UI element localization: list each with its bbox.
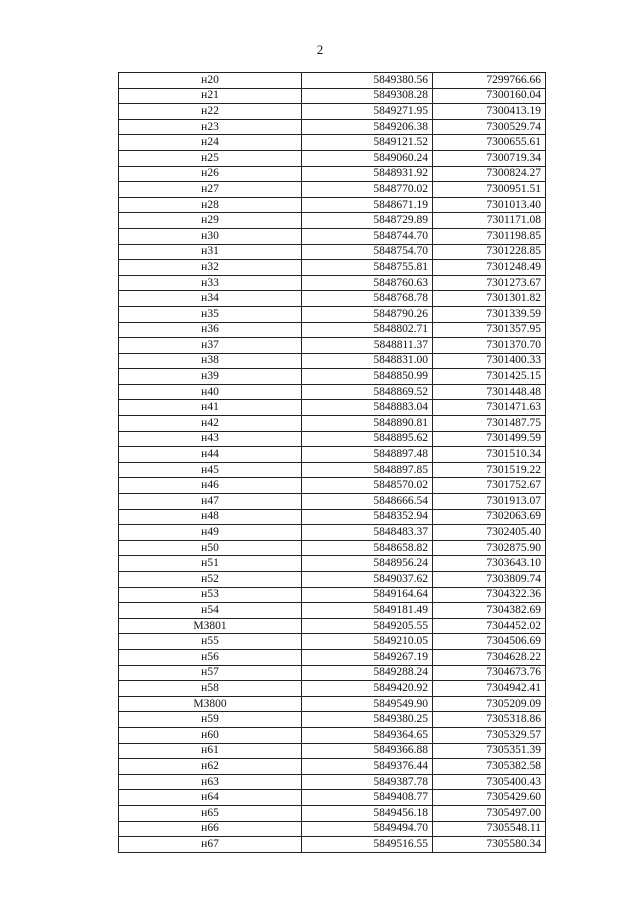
table-row <box>119 353 546 369</box>
table-row <box>119 821 546 837</box>
x-coordinate-cell: 5849408.77 <box>302 790 433 806</box>
y-coordinate-cell: 7303809.74 <box>433 572 546 588</box>
y-coordinate-cell: 7301448.48 <box>433 384 546 400</box>
x-coordinate-cell: 5848768.78 <box>302 291 433 307</box>
x-coordinate-cell: 5848754.70 <box>302 244 433 260</box>
x-coordinate-cell: 5849037.62 <box>302 572 433 588</box>
table-row <box>119 837 546 853</box>
point-name-cell: н65 <box>119 805 302 821</box>
x-coordinate-cell: 5848897.85 <box>302 462 433 478</box>
table-row <box>119 447 546 463</box>
y-coordinate-cell: 7301519.22 <box>433 462 546 478</box>
y-coordinate-cell: 7304673.76 <box>433 665 546 681</box>
y-coordinate-cell: 7304506.69 <box>433 634 546 650</box>
table-row <box>119 634 546 650</box>
table-row <box>119 369 546 385</box>
table-row <box>119 790 546 806</box>
point-name-cell: н41 <box>119 400 302 416</box>
table-row <box>119 416 546 432</box>
point-name-cell: н49 <box>119 525 302 541</box>
point-name-cell: н43 <box>119 431 302 447</box>
x-coordinate-cell: 5848352.94 <box>302 509 433 525</box>
point-name-cell: н57 <box>119 665 302 681</box>
point-name-cell: н58 <box>119 681 302 697</box>
x-coordinate-cell: 5849181.49 <box>302 603 433 619</box>
x-coordinate-cell: 5848850.99 <box>302 369 433 385</box>
y-coordinate-cell: 7304452.02 <box>433 618 546 634</box>
point-name-cell: н34 <box>119 291 302 307</box>
x-coordinate-cell: 5849494.70 <box>302 821 433 837</box>
point-name-cell: н23 <box>119 119 302 135</box>
table-row <box>119 228 546 244</box>
point-name-cell: н38 <box>119 353 302 369</box>
table-row <box>119 649 546 665</box>
point-name-cell: н36 <box>119 322 302 338</box>
y-coordinate-cell: 7305548.11 <box>433 821 546 837</box>
point-name-cell: н30 <box>119 228 302 244</box>
x-coordinate-cell: 5849376.44 <box>302 759 433 775</box>
y-coordinate-cell: 7302405.40 <box>433 525 546 541</box>
table-row <box>119 525 546 541</box>
page-number: 2 <box>316 42 324 57</box>
table-row <box>119 88 546 104</box>
table-row <box>119 431 546 447</box>
point-name-cell: н67 <box>119 837 302 853</box>
x-coordinate-cell: 5848483.37 <box>302 525 433 541</box>
table-row <box>119 805 546 821</box>
x-coordinate-cell: 5849380.56 <box>302 73 433 89</box>
y-coordinate-cell: 7305209.09 <box>433 696 546 712</box>
table-row <box>119 119 546 135</box>
point-name-cell: н24 <box>119 135 302 151</box>
point-name-cell: н52 <box>119 572 302 588</box>
x-coordinate-cell: 5849308.28 <box>302 88 433 104</box>
table-row <box>119 556 546 572</box>
y-coordinate-cell: 7300655.61 <box>433 135 546 151</box>
table-row <box>119 478 546 494</box>
point-name-cell: н21 <box>119 88 302 104</box>
y-coordinate-cell: 7305329.57 <box>433 727 546 743</box>
point-name-cell: н33 <box>119 275 302 291</box>
table-row <box>119 291 546 307</box>
x-coordinate-cell: 5848869.52 <box>302 384 433 400</box>
y-coordinate-cell: 7300719.34 <box>433 150 546 166</box>
x-coordinate-cell: 5848883.04 <box>302 400 433 416</box>
point-name-cell: н55 <box>119 634 302 650</box>
y-coordinate-cell: 7301301.82 <box>433 291 546 307</box>
point-name-cell: н63 <box>119 774 302 790</box>
y-coordinate-cell: 7299766.66 <box>433 73 546 89</box>
point-name-cell: н28 <box>119 197 302 213</box>
table-row <box>119 306 546 322</box>
table-row <box>119 681 546 697</box>
point-name-cell: МЗ800 <box>119 696 302 712</box>
table-row <box>119 384 546 400</box>
table-row <box>119 182 546 198</box>
x-coordinate-cell: 5849267.19 <box>302 649 433 665</box>
y-coordinate-cell: 7305382.58 <box>433 759 546 775</box>
y-coordinate-cell: 7301370.70 <box>433 338 546 354</box>
x-coordinate-cell: 5848790.26 <box>302 306 433 322</box>
x-coordinate-cell: 5849210.05 <box>302 634 433 650</box>
point-name-cell: н53 <box>119 587 302 603</box>
table-row <box>119 275 546 291</box>
point-name-cell: н26 <box>119 166 302 182</box>
y-coordinate-cell: 7300413.19 <box>433 104 546 120</box>
table-row <box>119 759 546 775</box>
x-coordinate-cell: 5848890.81 <box>302 416 433 432</box>
table-row <box>119 166 546 182</box>
x-coordinate-cell: 5849420.92 <box>302 681 433 697</box>
y-coordinate-cell: 7300824.27 <box>433 166 546 182</box>
x-coordinate-cell: 5848956.24 <box>302 556 433 572</box>
x-coordinate-cell: 5849164.64 <box>302 587 433 603</box>
table-row <box>119 462 546 478</box>
y-coordinate-cell: 7301752.67 <box>433 478 546 494</box>
table-row <box>119 727 546 743</box>
y-coordinate-cell: 7300160.04 <box>433 88 546 104</box>
point-name-cell: н62 <box>119 759 302 775</box>
table-row <box>119 540 546 556</box>
point-name-cell: н32 <box>119 260 302 276</box>
x-coordinate-cell: 5849288.24 <box>302 665 433 681</box>
y-coordinate-cell: 7301013.40 <box>433 197 546 213</box>
y-coordinate-cell: 7304382.69 <box>433 603 546 619</box>
point-name-cell: н25 <box>119 150 302 166</box>
table-row <box>119 338 546 354</box>
y-coordinate-cell: 7301171.08 <box>433 213 546 229</box>
table-row <box>119 712 546 728</box>
y-coordinate-cell: 7300951.51 <box>433 182 546 198</box>
point-name-cell: н61 <box>119 743 302 759</box>
y-coordinate-cell: 7305351.39 <box>433 743 546 759</box>
table-row <box>119 400 546 416</box>
x-coordinate-cell: 5849060.24 <box>302 150 433 166</box>
y-coordinate-cell: 7305497.00 <box>433 805 546 821</box>
y-coordinate-cell: 7304942.41 <box>433 681 546 697</box>
x-coordinate-cell: 5849516.55 <box>302 837 433 853</box>
y-coordinate-cell: 7302875.90 <box>433 540 546 556</box>
point-name-cell: н40 <box>119 384 302 400</box>
point-name-cell: н22 <box>119 104 302 120</box>
point-name-cell: н39 <box>119 369 302 385</box>
table-row <box>119 197 546 213</box>
x-coordinate-cell: 5848729.89 <box>302 213 433 229</box>
point-name-cell: н45 <box>119 462 302 478</box>
point-name-cell: н48 <box>119 509 302 525</box>
y-coordinate-cell: 7301913.07 <box>433 494 546 510</box>
x-coordinate-cell: 5848658.82 <box>302 540 433 556</box>
point-name-cell: н51 <box>119 556 302 572</box>
table-row <box>119 322 546 338</box>
point-name-cell: н60 <box>119 727 302 743</box>
y-coordinate-cell: 7301228.85 <box>433 244 546 260</box>
table-row <box>119 743 546 759</box>
table-row <box>119 603 546 619</box>
y-coordinate-cell: 7301471.63 <box>433 400 546 416</box>
x-coordinate-cell: 5849271.95 <box>302 104 433 120</box>
x-coordinate-cell: 5848897.48 <box>302 447 433 463</box>
point-name-cell: н37 <box>119 338 302 354</box>
table-row <box>119 572 546 588</box>
y-coordinate-cell: 7301273.67 <box>433 275 546 291</box>
table-row <box>119 150 546 166</box>
y-coordinate-cell: 7301357.95 <box>433 322 546 338</box>
y-coordinate-cell: 7305318.86 <box>433 712 546 728</box>
y-coordinate-cell: 7305400.43 <box>433 774 546 790</box>
table-row <box>119 618 546 634</box>
point-name-cell: н42 <box>119 416 302 432</box>
y-coordinate-cell: 7301425.15 <box>433 369 546 385</box>
table-row <box>119 73 546 89</box>
y-coordinate-cell: 7301487.75 <box>433 416 546 432</box>
y-coordinate-cell: 7301499.59 <box>433 431 546 447</box>
point-name-cell: н50 <box>119 540 302 556</box>
y-coordinate-cell: 7301198.85 <box>433 228 546 244</box>
x-coordinate-cell: 5848811.37 <box>302 338 433 354</box>
table-row <box>119 244 546 260</box>
x-coordinate-cell: 5849380.25 <box>302 712 433 728</box>
x-coordinate-cell: 5849387.78 <box>302 774 433 790</box>
point-name-cell: н35 <box>119 306 302 322</box>
table-row <box>119 665 546 681</box>
y-coordinate-cell: 7301400.33 <box>433 353 546 369</box>
x-coordinate-cell: 5849121.52 <box>302 135 433 151</box>
x-coordinate-cell: 5848931.92 <box>302 166 433 182</box>
table-row <box>119 213 546 229</box>
point-name-cell: н27 <box>119 182 302 198</box>
y-coordinate-cell: 7304322.36 <box>433 587 546 603</box>
table-row <box>119 509 546 525</box>
point-name-cell: н56 <box>119 649 302 665</box>
point-name-cell: н44 <box>119 447 302 463</box>
point-name-cell: н29 <box>119 213 302 229</box>
x-coordinate-cell: 5849206.38 <box>302 119 433 135</box>
point-name-cell: н66 <box>119 821 302 837</box>
coordinates-table-body <box>119 73 546 853</box>
x-coordinate-cell: 5849205.55 <box>302 618 433 634</box>
y-coordinate-cell: 7302063.69 <box>433 509 546 525</box>
point-name-cell: н20 <box>119 73 302 89</box>
y-coordinate-cell: 7301248.49 <box>433 260 546 276</box>
x-coordinate-cell: 5849366.88 <box>302 743 433 759</box>
table-row <box>119 774 546 790</box>
x-coordinate-cell: 5848666.54 <box>302 494 433 510</box>
y-coordinate-cell: 7305580.34 <box>433 837 546 853</box>
table-row <box>119 494 546 510</box>
x-coordinate-cell: 5849364.65 <box>302 727 433 743</box>
point-name-cell: н59 <box>119 712 302 728</box>
x-coordinate-cell: 5848770.02 <box>302 182 433 198</box>
x-coordinate-cell: 5848831.00 <box>302 353 433 369</box>
x-coordinate-cell: 5848744.70 <box>302 228 433 244</box>
table-row <box>119 135 546 151</box>
table-row <box>119 260 546 276</box>
x-coordinate-cell: 5848760.63 <box>302 275 433 291</box>
point-name-cell: н54 <box>119 603 302 619</box>
x-coordinate-cell: 5848895.62 <box>302 431 433 447</box>
y-coordinate-cell: 7300529.74 <box>433 119 546 135</box>
x-coordinate-cell: 5848570.02 <box>302 478 433 494</box>
table-row <box>119 587 546 603</box>
y-coordinate-cell: 7305429.60 <box>433 790 546 806</box>
x-coordinate-cell: 5848755.81 <box>302 260 433 276</box>
x-coordinate-cell: 5849456.18 <box>302 805 433 821</box>
x-coordinate-cell: 5848671.19 <box>302 197 433 213</box>
point-name-cell: МЗ801 <box>119 618 302 634</box>
point-name-cell: н31 <box>119 244 302 260</box>
x-coordinate-cell: 5848802.71 <box>302 322 433 338</box>
y-coordinate-cell: 7304628.22 <box>433 649 546 665</box>
x-coordinate-cell: 5849549.90 <box>302 696 433 712</box>
point-name-cell: н64 <box>119 790 302 806</box>
table-row <box>119 104 546 120</box>
y-coordinate-cell: 7301339.59 <box>433 306 546 322</box>
coordinates-table <box>118 72 546 853</box>
point-name-cell: н47 <box>119 494 302 510</box>
table-row <box>119 696 546 712</box>
y-coordinate-cell: 7301510.34 <box>433 447 546 463</box>
point-name-cell: н46 <box>119 478 302 494</box>
y-coordinate-cell: 7303643.10 <box>433 556 546 572</box>
